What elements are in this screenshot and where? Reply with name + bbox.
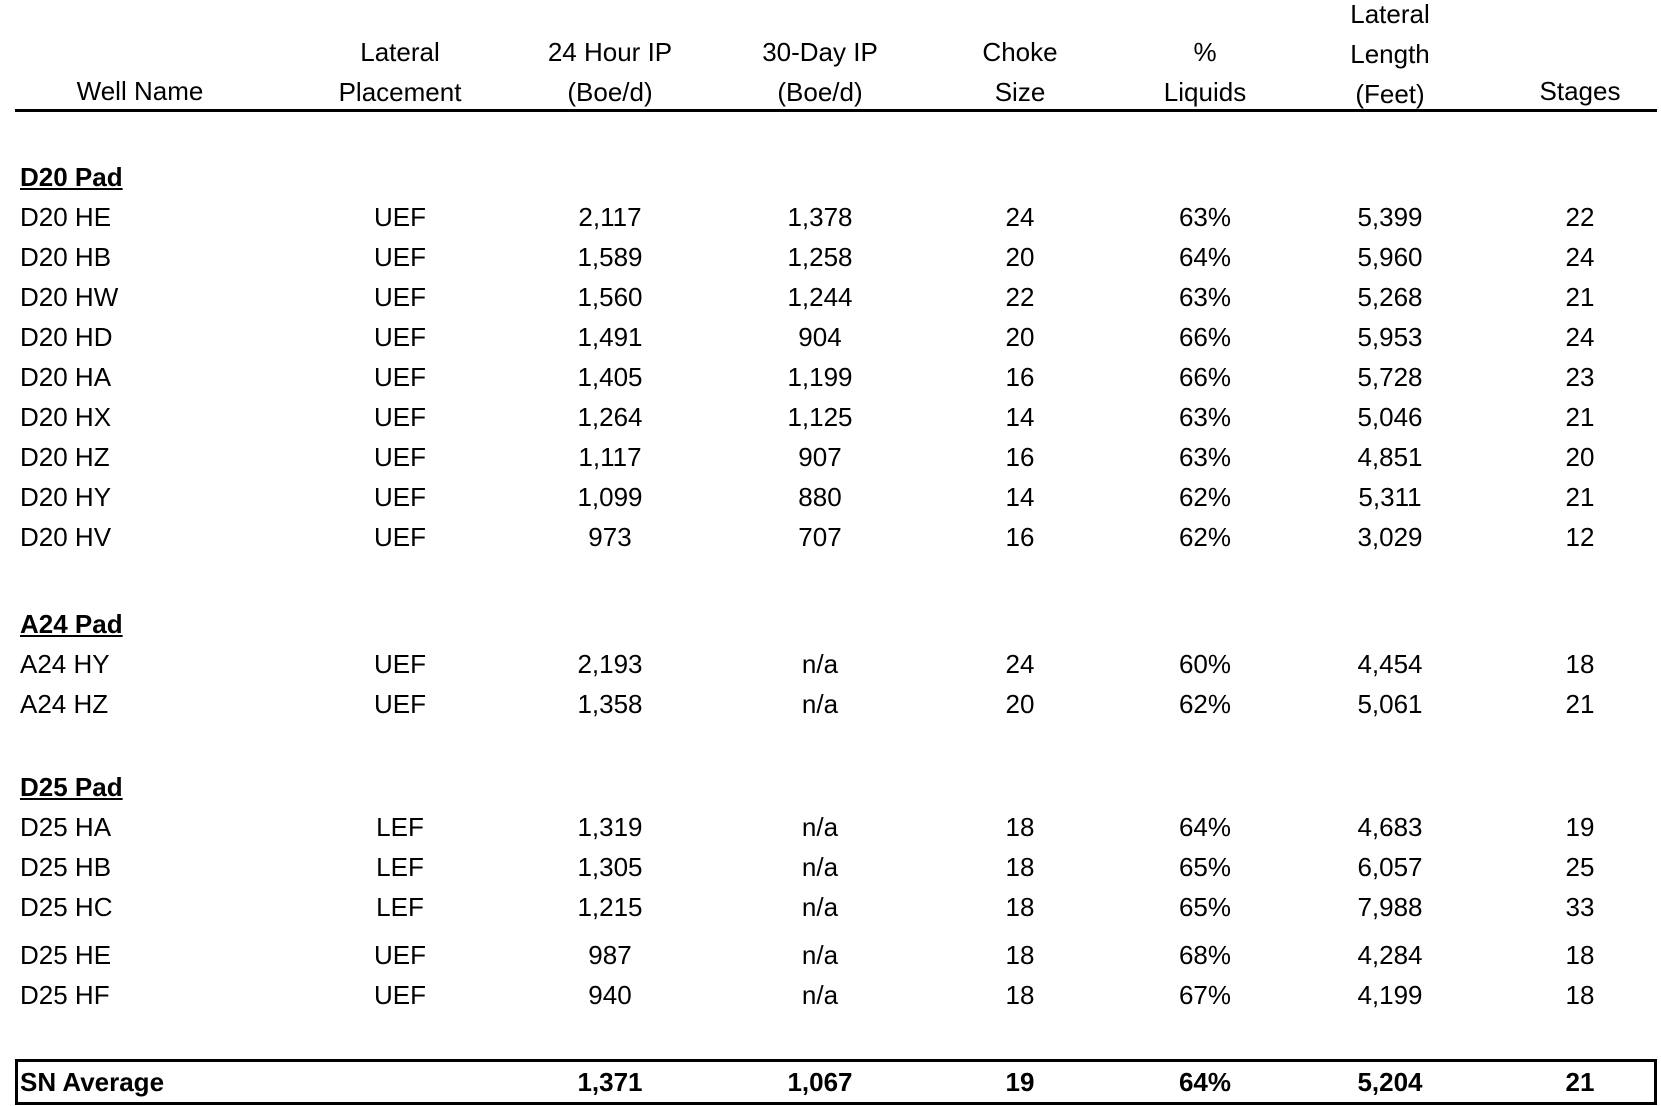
table-row — [0, 807, 1661, 847]
header-line: (Boe/d) — [567, 77, 653, 107]
table-row — [0, 975, 1661, 1015]
header-line: (Boe/d) — [777, 77, 863, 107]
cell-liquids: 62% — [1178, 689, 1232, 719]
cell-choke: 18 — [1005, 852, 1035, 882]
cell-ip30: n/a — [801, 812, 839, 842]
cell-liquids: 63% — [1178, 282, 1232, 312]
cell-well-name: D25 HB — [20, 852, 112, 882]
cell-ip24: 2,193 — [577, 649, 643, 679]
header-stages — [1530, 71, 1630, 111]
cell-stages: 21 — [1565, 1067, 1595, 1097]
cell-choke: 20 — [1005, 689, 1035, 719]
cell-choke: 19 — [1005, 1067, 1035, 1097]
table-row — [0, 477, 1661, 517]
table-row — [0, 237, 1661, 277]
cell-liquids: 63% — [1178, 202, 1232, 232]
cell-stages: 20 — [1565, 442, 1595, 472]
header-line: Lateral — [1350, 0, 1430, 29]
cell-length: 7,988 — [1357, 892, 1423, 922]
cell-liquids: 64% — [1178, 812, 1232, 842]
cell-placement: LEF — [376, 812, 424, 842]
header-line: Length — [1350, 39, 1430, 69]
header-line: Choke — [982, 37, 1058, 67]
table-row — [0, 517, 1661, 557]
cell-liquids: 62% — [1178, 482, 1232, 512]
cell-ip24: 1,358 — [577, 689, 643, 719]
header-line: 24 Hour IP — [547, 37, 673, 67]
average-row — [0, 1062, 1661, 1102]
cell-ip24: 940 — [588, 980, 632, 1010]
cell-ip24: 1,117 — [578, 442, 642, 472]
cell-liquids: 67% — [1178, 980, 1232, 1010]
header-24-hour-ip — [520, 32, 700, 112]
cell-choke: 20 — [1005, 322, 1035, 352]
cell-placement: UEF — [374, 980, 426, 1010]
cell-length: 5,399 — [1357, 202, 1423, 232]
cell-liquids: 65% — [1178, 852, 1232, 882]
cell-ip30: n/a — [801, 689, 839, 719]
table-row — [0, 935, 1661, 975]
cell-placement: UEF — [374, 649, 426, 679]
cell-choke: 14 — [1005, 482, 1035, 512]
cell-liquids: 66% — [1178, 362, 1232, 392]
cell-ip24: 1,589 — [577, 242, 643, 272]
cell-placement: UEF — [374, 322, 426, 352]
header-line: (Feet) — [1355, 79, 1425, 109]
cell-placement: UEF — [374, 242, 426, 272]
cell-length: 5,061 — [1357, 689, 1423, 719]
cell-placement — [300, 1062, 500, 1102]
table-row — [0, 277, 1661, 317]
cell-placement: UEF — [374, 689, 426, 719]
cell-ip30: 1,258 — [787, 242, 853, 272]
table-row — [0, 847, 1661, 887]
cell-choke: 18 — [1005, 892, 1035, 922]
cell-ip30: 1,378 — [787, 202, 853, 232]
cell-well-name: SN Average — [20, 1067, 165, 1097]
cell-placement: UEF — [374, 202, 426, 232]
cell-ip24: 987 — [588, 940, 632, 970]
cell-ip24: 1,264 — [577, 402, 643, 432]
cell-ip30: 1,244 — [787, 282, 853, 312]
header-line: 30-Day IP — [762, 37, 878, 67]
cell-ip30: 904 — [798, 322, 842, 352]
cell-liquids: 65% — [1178, 892, 1232, 922]
cell-choke: 18 — [1005, 980, 1035, 1010]
cell-choke: 20 — [1005, 242, 1035, 272]
cell-ip24: 1,215 — [577, 892, 643, 922]
cell-liquids: 63% — [1178, 402, 1232, 432]
cell-liquids: 62% — [1178, 522, 1232, 552]
cell-well-name: D25 HE — [20, 940, 112, 970]
cell-placement: LEF — [376, 852, 424, 882]
cell-placement: UEF — [374, 522, 426, 552]
cell-choke: 16 — [1005, 362, 1035, 392]
cell-stages: 21 — [1565, 402, 1595, 432]
cell-ip24: 1,371 — [577, 1067, 643, 1097]
header-rule — [15, 109, 1657, 112]
cell-length: 5,204 — [1357, 1067, 1423, 1097]
cell-placement: LEF — [376, 892, 424, 922]
table-row — [0, 437, 1661, 477]
cell-stages: 18 — [1565, 649, 1595, 679]
header-well-name — [40, 71, 240, 111]
header-line: Placement — [338, 77, 462, 107]
cell-well-name: D20 HX — [20, 402, 112, 432]
cell-choke: 16 — [1005, 522, 1035, 552]
cell-length: 4,199 — [1357, 980, 1423, 1010]
cell-length: 4,454 — [1357, 649, 1423, 679]
table-row — [0, 684, 1661, 724]
table-row — [0, 644, 1661, 684]
section-title-a24-pad: A24 Pad — [20, 609, 123, 639]
cell-ip30: 880 — [798, 482, 842, 512]
cell-ip24: 2,117 — [578, 202, 642, 232]
cell-well-name: D20 HZ — [20, 442, 110, 472]
cell-stages: 21 — [1565, 282, 1595, 312]
header-choke-size — [970, 32, 1070, 112]
cell-ip24: 1,560 — [577, 282, 643, 312]
cell-well-name: D25 HF — [20, 980, 110, 1010]
cell-ip30: 1,125 — [787, 402, 853, 432]
header-line: Lateral — [360, 37, 440, 67]
cell-ip30: n/a — [801, 980, 839, 1010]
header-line: Size — [994, 77, 1046, 107]
header-30-day-ip — [730, 32, 910, 112]
header-lateral-length — [1300, 0, 1480, 114]
section-title-d25-pad: D25 Pad — [20, 772, 123, 802]
header-line: Stages — [1539, 76, 1621, 106]
cell-choke: 14 — [1005, 402, 1035, 432]
cell-well-name: D20 HV — [20, 522, 112, 552]
cell-placement: UEF — [374, 402, 426, 432]
cell-ip30: n/a — [801, 892, 839, 922]
cell-placement: UEF — [374, 282, 426, 312]
cell-stages: 24 — [1565, 322, 1595, 352]
cell-placement: UEF — [374, 940, 426, 970]
cell-choke: 24 — [1005, 649, 1035, 679]
header-line: % — [1193, 37, 1217, 67]
cell-length: 4,851 — [1357, 442, 1423, 472]
cell-stages: 23 — [1565, 362, 1595, 392]
table-row — [0, 887, 1661, 927]
header-liquids — [1135, 32, 1275, 112]
section-title-d20-pad: D20 Pad — [20, 162, 123, 192]
cell-liquids: 64% — [1178, 242, 1232, 272]
table-row — [0, 317, 1661, 357]
cell-choke: 16 — [1005, 442, 1035, 472]
cell-well-name: A24 HZ — [20, 689, 109, 719]
cell-well-name: D25 HA — [20, 812, 112, 842]
cell-well-name: D20 HD — [20, 322, 113, 352]
cell-placement: UEF — [374, 362, 426, 392]
cell-ip30: n/a — [801, 940, 839, 970]
cell-well-name: D20 HY — [20, 482, 112, 512]
header-lateral-placement — [300, 32, 500, 112]
cell-liquids: 66% — [1178, 322, 1232, 352]
cell-stages: 21 — [1565, 482, 1595, 512]
cell-ip30: n/a — [801, 649, 839, 679]
cell-length: 4,683 — [1357, 812, 1423, 842]
cell-ip24: 1,305 — [577, 852, 643, 882]
cell-length: 5,311 — [1358, 482, 1422, 512]
cell-placement: UEF — [374, 442, 426, 472]
cell-choke: 18 — [1005, 940, 1035, 970]
cell-choke: 22 — [1005, 282, 1035, 312]
cell-stages: 33 — [1565, 892, 1595, 922]
cell-ip30: 1,067 — [787, 1067, 853, 1097]
cell-stages: 21 — [1565, 689, 1595, 719]
table-row — [0, 397, 1661, 437]
cell-stages: 18 — [1565, 940, 1595, 970]
cell-well-name: D25 HC — [20, 892, 113, 922]
cell-length: 5,728 — [1357, 362, 1423, 392]
table-row — [0, 357, 1661, 397]
cell-well-name: D20 HB — [20, 242, 112, 272]
cell-well-name: A24 HY — [20, 649, 110, 679]
cell-length: 3,029 — [1357, 522, 1423, 552]
cell-length: 4,284 — [1357, 940, 1423, 970]
cell-well-name: D20 HE — [20, 202, 112, 232]
cell-stages: 22 — [1565, 202, 1595, 232]
cell-stages: 18 — [1565, 980, 1595, 1010]
cell-length: 5,953 — [1357, 322, 1423, 352]
cell-length: 5,046 — [1357, 402, 1423, 432]
cell-liquids: 64% — [1178, 1067, 1232, 1097]
cell-length: 5,268 — [1357, 282, 1423, 312]
cell-length: 6,057 — [1357, 852, 1423, 882]
cell-ip24: 973 — [588, 522, 632, 552]
cell-stages: 19 — [1565, 812, 1595, 842]
cell-stages: 25 — [1565, 852, 1595, 882]
cell-liquids: 68% — [1178, 940, 1232, 970]
table-row — [0, 197, 1661, 237]
cell-stages: 12 — [1565, 522, 1595, 552]
header-line: Liquids — [1163, 77, 1247, 107]
cell-well-name: D20 HA — [20, 362, 112, 392]
header-line: Well Name — [76, 76, 204, 106]
cell-stages: 24 — [1565, 242, 1595, 272]
cell-length: 5,960 — [1357, 242, 1423, 272]
cell-ip24: 1,319 — [577, 812, 643, 842]
cell-choke: 24 — [1005, 202, 1035, 232]
cell-ip30: n/a — [801, 852, 839, 882]
cell-liquids: 63% — [1178, 442, 1232, 472]
cell-ip30: 707 — [798, 522, 842, 552]
cell-ip30: 907 — [798, 442, 842, 472]
cell-ip30: 1,199 — [787, 362, 853, 392]
cell-well-name: D20 HW — [20, 282, 119, 312]
cell-ip24: 1,491 — [577, 322, 643, 352]
cell-liquids: 60% — [1178, 649, 1232, 679]
cell-ip24: 1,405 — [577, 362, 643, 392]
cell-choke: 18 — [1005, 812, 1035, 842]
cell-ip24: 1,099 — [577, 482, 643, 512]
cell-placement: UEF — [374, 482, 426, 512]
